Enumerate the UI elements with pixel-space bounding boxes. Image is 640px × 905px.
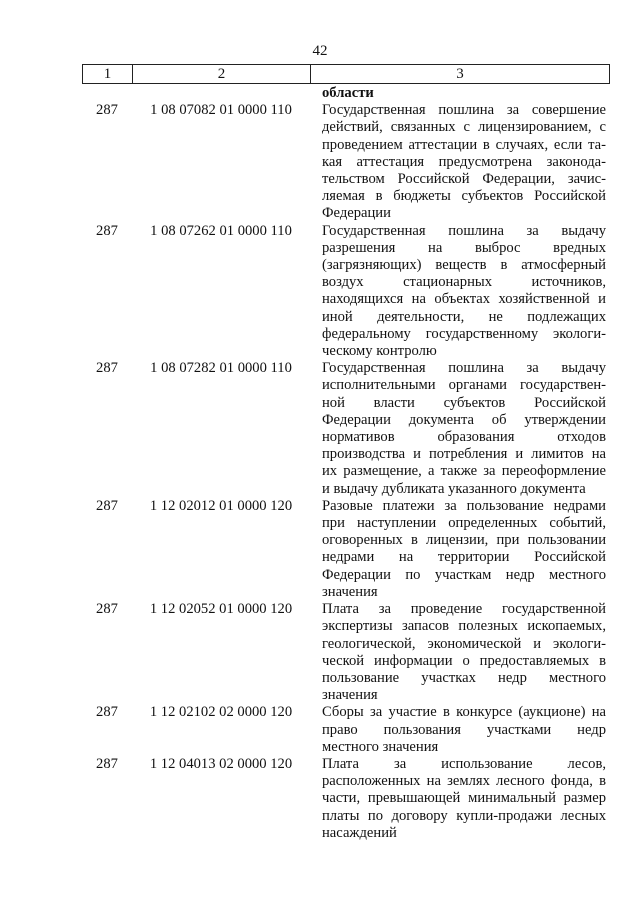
description-line: Государственная пошлина за выдачу [322,222,606,239]
kbk-code-cell: 1 08 07082 01 0000 110 [150,102,292,119]
description-line: Федерации по участкам недр местного [322,566,606,583]
description-line: расположенных на землях лесного фонда, в [322,773,606,790]
description-line: Государственная пошлина за выдачу [322,360,606,377]
description-line: недрами на территории Российской [322,549,606,566]
kbk-code-cell: 1 12 04013 02 0000 120 [149,755,293,772]
description-line: Плата за использование лесов, [322,755,606,772]
table-row [82,360,610,498]
description-line: пользование участках недр местного [322,669,606,686]
description-line: Федерации документа об утверждении [322,411,606,428]
description-line: ляемая в бюджеты субъектов Российской [322,188,606,205]
admin-code-cell: 287 [96,704,118,721]
description-cell [310,223,610,361]
page-number: 42 [312,43,328,59]
header-col-1: 1 [83,65,133,83]
description-line: (загрязняющих) веществ в атмосферный [322,257,606,274]
description-cell [310,601,610,704]
description-line: и выдачу дубликата указанного документа [322,480,586,497]
description-line: исполнительными органами государствен- [322,377,606,394]
description-line: Сборы за участие в конкурсе (аукционе) на [322,704,606,721]
description-cell [310,498,610,601]
description-line: части, превышающей минимальный размер [322,790,606,807]
description-line: нормативов образования отходов [322,429,606,446]
description-line: кая аттестация предусмотрена законода- [322,153,606,170]
description-cell [310,102,610,222]
description-cell [310,756,610,842]
description-line: федеральному государственному экологи- [322,325,606,342]
description-line: тельством Российской Федерации, зачис- [322,171,606,188]
kbk-code-cell: 1 12 02102 02 0000 120 [149,704,293,721]
description-line: Разовые платежи за пользование недрами [322,497,606,514]
continuation-text: области [322,85,374,101]
table-row [82,498,610,601]
admin-code-cell: 287 [96,360,118,377]
description-line: иной деятельности, не подлежащих [322,308,606,325]
description-line: проведением аттестации в случаях, если та- [322,136,606,153]
description-line: ной власти субъектов Российской [322,394,606,411]
table-row [82,223,610,361]
kbk-code-cell: 1 08 07282 01 0000 110 [150,360,292,377]
description-line: их размещение, а также за переоформление [322,463,606,480]
table-row [82,601,610,704]
description-line: при наступлении определенных событий, [322,515,606,532]
description-line: местного значения [322,738,439,755]
continuation-kbk-cell [132,85,310,102]
description-line: Федерации [322,205,391,222]
kbk-code-cell: 1 08 07262 01 0000 110 [150,222,292,239]
description-line: экспертизы запасов полезных ископаемых, [322,618,606,635]
description-line: платы по договору купли-продажи лесных [322,807,606,824]
description-line: геологической, экономической и экологи- [322,635,606,652]
table-header-row [82,64,610,84]
description-line: разрешения на выброс вредных [322,239,606,256]
continuation-code-cell [82,85,132,102]
table-row [82,102,610,222]
description-cell [310,704,610,756]
header-col-2: 2 [133,65,311,83]
description-line: Государственная пошлина за совершение [322,102,606,119]
admin-code-cell: 287 [96,102,118,119]
admin-code-cell: 287 [96,601,118,618]
admin-code-cell: 287 [96,755,118,772]
header-col-3: 3 [456,66,464,82]
description-line: право пользования участками недр [322,721,606,738]
description-line: действий, связанных с лицензированием, с [322,119,606,136]
kbk-code-cell: 1 12 02012 01 0000 120 [149,497,293,514]
description-line: воздух стационарных источников, [322,274,606,291]
admin-code-cell: 287 [96,497,118,514]
description-line: значения [322,687,378,704]
kbk-code-cell: 1 12 02052 01 0000 120 [149,601,293,618]
description-line: значения [322,583,378,600]
table-row [82,704,610,756]
description-cell [310,360,610,498]
table-body [82,85,610,842]
description-line: находящихся на объектах хозяйственной и [322,291,606,308]
description-line: ческому контролю [322,343,437,360]
description-line: оговоренных в лицензии, при пользовании [322,532,606,549]
description-line: Плата за проведение государственной [322,601,606,618]
description-line: насаждений [322,824,397,841]
description-line: ческой информации о предоставляемых в [322,652,606,669]
description-line: производства и потребления и лимитов на [322,446,606,463]
continuation-row [82,85,610,102]
admin-code-cell: 287 [96,222,118,239]
table-row [82,756,610,842]
